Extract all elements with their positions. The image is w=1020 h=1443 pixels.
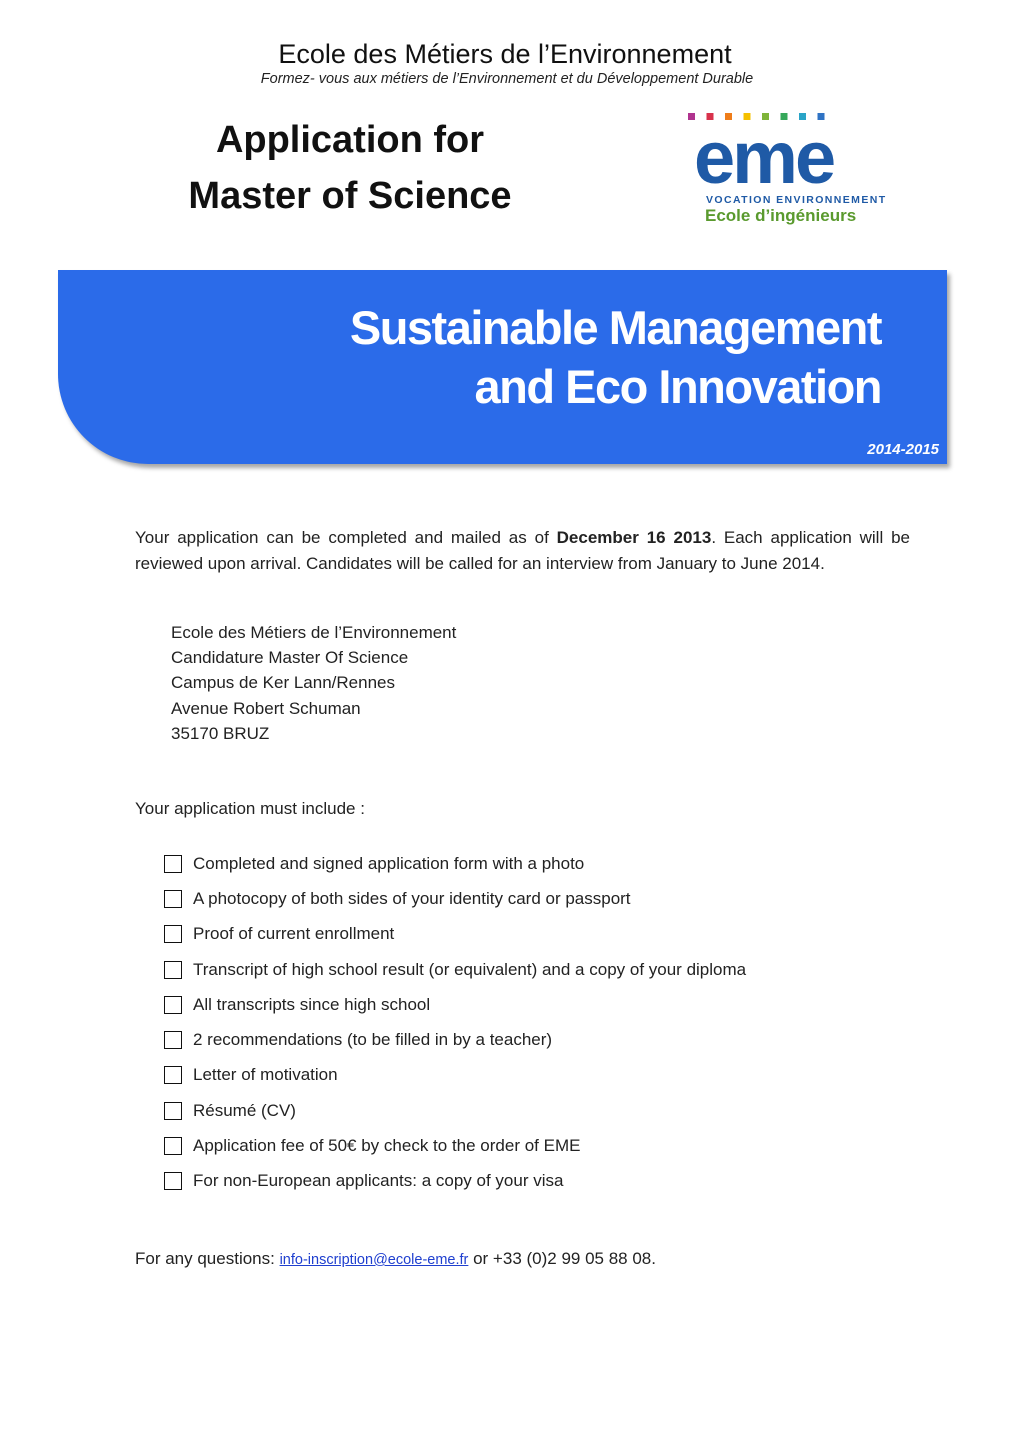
logo-line2: Ecole d’ingénieurs (705, 206, 857, 225)
address-line: 35170 BRUZ (171, 723, 270, 743)
checkbox[interactable] (164, 961, 182, 979)
eme-logo (686, 110, 902, 228)
checkbox[interactable] (164, 1102, 182, 1120)
contact-prefix: For any questions: (135, 1249, 280, 1268)
address-line: Avenue Robert Schuman (171, 698, 361, 718)
checkbox[interactable] (164, 1031, 182, 1049)
page-title-line2: Master of Science (188, 175, 512, 217)
school-name: Ecole des Métiers de l’Environnement (278, 39, 732, 69)
banner-line2: and Eco Innovation (474, 360, 881, 413)
checkbox[interactable] (164, 925, 182, 943)
checklist-item (164, 846, 746, 881)
intro-date: December 16 2013 (556, 528, 712, 547)
tagline: Formez- vous aux métiers de l’Environnement et du Développement Durable (260, 71, 754, 87)
checklist-item (164, 1058, 746, 1093)
checklist-item (164, 881, 746, 916)
checklist-item-label: For non-European applicants: a copy of your visa (193, 1171, 564, 1191)
checkbox[interactable] (164, 1172, 182, 1190)
checklist-item-label: Transcript of high school result (or equivalent) and a copy of your diploma (193, 959, 747, 979)
address-line: Candidature Master Of Science (171, 648, 409, 668)
checkbox[interactable] (164, 996, 182, 1014)
checklist-item (164, 1164, 746, 1199)
checklist-item-label: Résumé (CV) (193, 1100, 296, 1120)
checklist-item-label: 2 recommendations (to be filled in by a teacher) (193, 1030, 553, 1050)
program-banner (58, 270, 947, 464)
checklist-item (164, 1022, 746, 1057)
checklist-item-label: A photocopy of both sides of your identity card or passport (193, 888, 631, 908)
address-line: Ecole des Métiers de l’Environnement (171, 623, 457, 642)
contact-line (135, 1249, 656, 1269)
document-checklist (164, 846, 746, 1199)
checklist-item (164, 917, 746, 952)
checklist-item-label: Application fee of 50€ by check to the order of EME (193, 1136, 581, 1156)
intro-before-date: Your application can be completed and mailed as of (135, 528, 557, 547)
checklist-item-label: Completed and signed application form with a photo (193, 853, 585, 873)
checklist-item-label: Letter of motivation (193, 1065, 338, 1085)
checkbox[interactable] (164, 1137, 182, 1155)
checklist-heading: Your application must include : (135, 799, 365, 818)
checkbox[interactable] (164, 855, 182, 873)
checklist-item-label: All transcripts since high school (193, 994, 431, 1014)
page-title-line1: Application for (215, 119, 485, 161)
eme-logo-graphic (686, 110, 902, 228)
page-title (150, 112, 550, 224)
intro-after-date: . Each application will be reviewed upon arrival. Candidates will be called for an interview from January to June 2014. (135, 528, 910, 573)
banner-line1: Sustainable Management (349, 301, 881, 354)
checklist-item (164, 952, 746, 987)
logo-wordmark: eme (694, 116, 834, 199)
banner-year: 2014-2015 (867, 441, 939, 458)
contact-email-link[interactable]: info-inscription@ecole-eme.fr (279, 1252, 469, 1268)
checklist-item (164, 1093, 746, 1128)
address-line: Campus de Ker Lann/Rennes (171, 673, 395, 693)
mailing-address (171, 620, 456, 746)
checklist-item-label: Proof of current enrollment (193, 924, 395, 944)
checklist-item (164, 1128, 746, 1163)
logo-line1: VOCATION ENVIRONNEMENT (706, 194, 887, 206)
checklist-item (164, 987, 746, 1022)
intro-paragraph (135, 525, 910, 576)
checkbox[interactable] (164, 1066, 182, 1084)
contact-suffix: or +33 (0)2 99 05 88 08. (468, 1249, 656, 1268)
checkbox[interactable] (164, 890, 182, 908)
